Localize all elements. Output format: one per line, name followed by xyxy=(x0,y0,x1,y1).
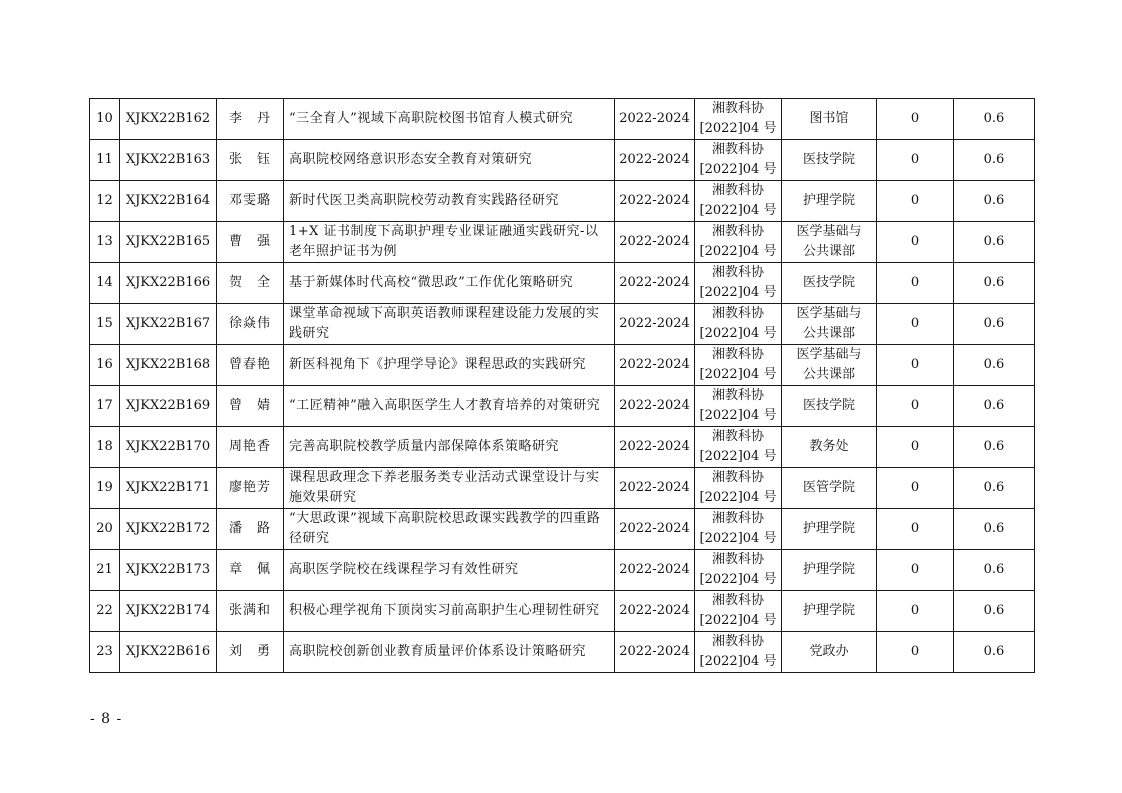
cell-approval-doc-line-1: 湘教科协 xyxy=(711,306,764,321)
cell-project-title: 完善高职院校教学质量内部保障体系策略研究 xyxy=(284,427,615,468)
cell-number: 23 xyxy=(90,632,120,673)
cell-period: 2022-2024 xyxy=(615,591,695,632)
cell-department xyxy=(782,304,877,345)
cell-project-title: 积极心理学视角下顶岗实习前高职护生心理韧性研究 xyxy=(284,591,615,632)
table-row xyxy=(90,181,1035,222)
table-row xyxy=(90,304,1035,345)
cell-score: 0.6 xyxy=(954,386,1035,427)
cell-score: 0.6 xyxy=(954,345,1035,386)
cell-approval-doc xyxy=(695,550,782,591)
cell-score: 0.6 xyxy=(954,181,1035,222)
cell-approval-doc xyxy=(695,591,782,632)
cell-period: 2022-2024 xyxy=(615,140,695,181)
cell-department: 医技学院 xyxy=(782,140,877,181)
cell-approval-doc xyxy=(695,345,782,386)
cell-period: 2022-2024 xyxy=(615,386,695,427)
cell-approval-doc xyxy=(695,140,782,181)
cell-approval-doc-line-1: 湘教科协 xyxy=(711,511,764,526)
cell-department xyxy=(782,222,877,263)
cell-approval-doc-line-2: [2022]04 号 xyxy=(699,572,777,587)
cell-department-line-2: 公共课部 xyxy=(802,367,855,382)
cell-funding: 0 xyxy=(877,427,954,468)
cell-period: 2022-2024 xyxy=(615,550,695,591)
table-row xyxy=(90,591,1035,632)
cell-project-title: “大思政课”视域下高职院校思政课实践教学的四重路径研究 xyxy=(284,509,615,550)
cell-approval-doc xyxy=(695,222,782,263)
cell-number: 20 xyxy=(90,509,120,550)
cell-approval-doc xyxy=(695,304,782,345)
cell-project-title: 高职医学院校在线课程学习有效性研究 xyxy=(284,550,615,591)
cell-leader-name: 周艳香 xyxy=(217,427,284,468)
cell-project-code: XJKX22B171 xyxy=(120,468,217,509)
cell-project-code: XJKX22B164 xyxy=(120,181,217,222)
cell-department-line-1: 医学基础与 xyxy=(796,224,862,239)
cell-score: 0.6 xyxy=(954,222,1035,263)
cell-funding: 0 xyxy=(877,222,954,263)
cell-project-title: 新医科视角下《护理学导论》课程思政的实践研究 xyxy=(284,345,615,386)
cell-approval-doc-line-2: [2022]04 号 xyxy=(699,449,777,464)
cell-number: 19 xyxy=(90,468,120,509)
cell-leader-name: 曾 婧 xyxy=(217,386,284,427)
cell-number: 18 xyxy=(90,427,120,468)
cell-leader-name: 贺 全 xyxy=(217,263,284,304)
cell-project-code: XJKX22B174 xyxy=(120,591,217,632)
cell-approval-doc-line-2: [2022]04 号 xyxy=(699,244,777,259)
cell-approval-doc-line-2: [2022]04 号 xyxy=(699,490,777,505)
cell-project-title: 1+X 证书制度下高职护理专业课证融通实践研究-以老年照护证书为例 xyxy=(284,222,615,263)
cell-department xyxy=(782,345,877,386)
cell-project-code: XJKX22B169 xyxy=(120,386,217,427)
cell-project-title: 新时代医卫类高职院校劳动教育实践路径研究 xyxy=(284,181,615,222)
cell-project-code: XJKX22B166 xyxy=(120,263,217,304)
cell-leader-name: 曾春艳 xyxy=(217,345,284,386)
cell-department-line-2: 公共课部 xyxy=(802,244,855,259)
cell-leader-name: 章 佩 xyxy=(217,550,284,591)
cell-approval-doc-line-1: 湘教科协 xyxy=(711,388,764,403)
cell-project-code: XJKX22B163 xyxy=(120,140,217,181)
cell-funding: 0 xyxy=(877,509,954,550)
cell-approval-doc-line-2: [2022]04 号 xyxy=(699,654,777,669)
cell-approval-doc xyxy=(695,427,782,468)
cell-project-code: XJKX22B168 xyxy=(120,345,217,386)
cell-score: 0.6 xyxy=(954,509,1035,550)
cell-number: 13 xyxy=(90,222,120,263)
cell-period: 2022-2024 xyxy=(615,222,695,263)
cell-leader-name: 张满和 xyxy=(217,591,284,632)
cell-department: 护理学院 xyxy=(782,181,877,222)
cell-department: 医技学院 xyxy=(782,386,877,427)
cell-funding: 0 xyxy=(877,345,954,386)
table-row xyxy=(90,345,1035,386)
cell-project-code: XJKX22B162 xyxy=(120,99,217,140)
cell-department: 医技学院 xyxy=(782,263,877,304)
cell-project-title: 课程思政理念下养老服务类专业活动式课堂设计与实施效果研究 xyxy=(284,468,615,509)
table-row xyxy=(90,99,1035,140)
cell-approval-doc-line-1: 湘教科协 xyxy=(711,634,764,649)
cell-department: 党政办 xyxy=(782,632,877,673)
cell-department: 医管学院 xyxy=(782,468,877,509)
cell-approval-doc xyxy=(695,181,782,222)
cell-approval-doc-line-2: [2022]04 号 xyxy=(699,367,777,382)
cell-approval-doc-line-2: [2022]04 号 xyxy=(699,326,777,341)
cell-department: 护理学院 xyxy=(782,591,877,632)
cell-project-code: XJKX22B167 xyxy=(120,304,217,345)
cell-number: 15 xyxy=(90,304,120,345)
cell-approval-doc-line-1: 湘教科协 xyxy=(711,224,764,239)
cell-project-code: XJKX22B165 xyxy=(120,222,217,263)
cell-leader-name: 潘 路 xyxy=(217,509,284,550)
cell-funding: 0 xyxy=(877,99,954,140)
cell-number: 21 xyxy=(90,550,120,591)
cell-approval-doc-line-1: 湘教科协 xyxy=(711,470,764,485)
cell-funding: 0 xyxy=(877,550,954,591)
cell-approval-doc-line-2: [2022]04 号 xyxy=(699,408,777,423)
cell-period: 2022-2024 xyxy=(615,345,695,386)
cell-approval-doc xyxy=(695,509,782,550)
cell-department-line-1: 医学基础与 xyxy=(796,306,862,321)
cell-approval-doc-line-2: [2022]04 号 xyxy=(699,531,777,546)
cell-period: 2022-2024 xyxy=(615,509,695,550)
table-row xyxy=(90,140,1035,181)
cell-score: 0.6 xyxy=(954,99,1035,140)
cell-score: 0.6 xyxy=(954,140,1035,181)
cell-number: 14 xyxy=(90,263,120,304)
cell-project-title: “三全育人”视域下高职院校图书馆育人模式研究 xyxy=(284,99,615,140)
cell-score: 0.6 xyxy=(954,427,1035,468)
cell-funding: 0 xyxy=(877,632,954,673)
cell-funding: 0 xyxy=(877,468,954,509)
table-row xyxy=(90,550,1035,591)
cell-approval-doc-line-1: 湘教科协 xyxy=(711,142,764,157)
cell-approval-doc xyxy=(695,468,782,509)
table-row xyxy=(90,222,1035,263)
cell-leader-name: 刘 勇 xyxy=(217,632,284,673)
cell-approval-doc-line-2: [2022]04 号 xyxy=(699,285,777,300)
cell-score: 0.6 xyxy=(954,591,1035,632)
cell-department: 图书馆 xyxy=(782,99,877,140)
cell-approval-doc-line-2: [2022]04 号 xyxy=(699,613,777,628)
cell-number: 16 xyxy=(90,345,120,386)
table-row xyxy=(90,509,1035,550)
table-row xyxy=(90,468,1035,509)
cell-approval-doc-line-1: 湘教科协 xyxy=(711,552,764,567)
cell-period: 2022-2024 xyxy=(615,304,695,345)
cell-number: 12 xyxy=(90,181,120,222)
cell-number: 22 xyxy=(90,591,120,632)
cell-number: 11 xyxy=(90,140,120,181)
cell-leader-name: 邓雯璐 xyxy=(217,181,284,222)
cell-leader-name: 李 丹 xyxy=(217,99,284,140)
cell-score: 0.6 xyxy=(954,263,1035,304)
cell-period: 2022-2024 xyxy=(615,468,695,509)
cell-approval-doc xyxy=(695,386,782,427)
cell-approval-doc-line-1: 湘教科协 xyxy=(711,593,764,608)
cell-project-title: 高职院校创新创业教育质量评价体系设计策略研究 xyxy=(284,632,615,673)
cell-score: 0.6 xyxy=(954,632,1035,673)
cell-project-title: 课堂革命视域下高职英语教师课程建设能力发展的实践研究 xyxy=(284,304,615,345)
cell-department: 教务处 xyxy=(782,427,877,468)
cell-period: 2022-2024 xyxy=(615,632,695,673)
cell-approval-doc-line-1: 湘教科协 xyxy=(711,101,764,116)
cell-project-code: XJKX22B616 xyxy=(120,632,217,673)
cell-department-line-2: 公共课部 xyxy=(802,326,855,341)
cell-department: 护理学院 xyxy=(782,550,877,591)
cell-score: 0.6 xyxy=(954,550,1035,591)
cell-leader-name: 廖艳芳 xyxy=(217,468,284,509)
cell-project-code: XJKX22B170 xyxy=(120,427,217,468)
cell-funding: 0 xyxy=(877,386,954,427)
cell-approval-doc-line-1: 湘教科协 xyxy=(711,265,764,280)
cell-funding: 0 xyxy=(877,181,954,222)
cell-approval-doc xyxy=(695,263,782,304)
cell-approval-doc xyxy=(695,632,782,673)
cell-period: 2022-2024 xyxy=(615,427,695,468)
cell-approval-doc-line-1: 湘教科协 xyxy=(711,429,764,444)
cell-period: 2022-2024 xyxy=(615,181,695,222)
project-table xyxy=(89,98,1035,673)
cell-number: 17 xyxy=(90,386,120,427)
cell-department: 护理学院 xyxy=(782,509,877,550)
cell-score: 0.6 xyxy=(954,468,1035,509)
cell-approval-doc-line-2: [2022]04 号 xyxy=(699,162,777,177)
cell-period: 2022-2024 xyxy=(615,263,695,304)
cell-approval-doc-line-2: [2022]04 号 xyxy=(699,121,777,136)
table-row xyxy=(90,263,1035,304)
cell-approval-doc-line-1: 湘教科协 xyxy=(711,347,764,362)
cell-funding: 0 xyxy=(877,263,954,304)
cell-funding: 0 xyxy=(877,140,954,181)
cell-department-line-1: 医学基础与 xyxy=(796,347,862,362)
cell-funding: 0 xyxy=(877,591,954,632)
cell-leader-name: 张 钰 xyxy=(217,140,284,181)
cell-number: 10 xyxy=(90,99,120,140)
cell-funding: 0 xyxy=(877,304,954,345)
table-row xyxy=(90,427,1035,468)
cell-approval-doc xyxy=(695,99,782,140)
cell-approval-doc-line-2: [2022]04 号 xyxy=(699,203,777,218)
cell-leader-name: 徐焱伟 xyxy=(217,304,284,345)
cell-approval-doc-line-1: 湘教科协 xyxy=(711,183,764,198)
page-number: - 8 - xyxy=(90,711,123,727)
cell-project-title: “工匠精神”融入高职医学生人才教育培养的对策研究 xyxy=(284,386,615,427)
table-row xyxy=(90,386,1035,427)
cell-period: 2022-2024 xyxy=(615,99,695,140)
cell-leader-name: 曹 强 xyxy=(217,222,284,263)
cell-project-code: XJKX22B173 xyxy=(120,550,217,591)
table-body xyxy=(90,99,1035,673)
cell-project-code: XJKX22B172 xyxy=(120,509,217,550)
table-row xyxy=(90,632,1035,673)
cell-score: 0.6 xyxy=(954,304,1035,345)
cell-project-title: 基于新媒体时代高校“微思政”工作优化策略研究 xyxy=(284,263,615,304)
cell-project-title: 高职院校网络意识形态安全教育对策研究 xyxy=(284,140,615,181)
